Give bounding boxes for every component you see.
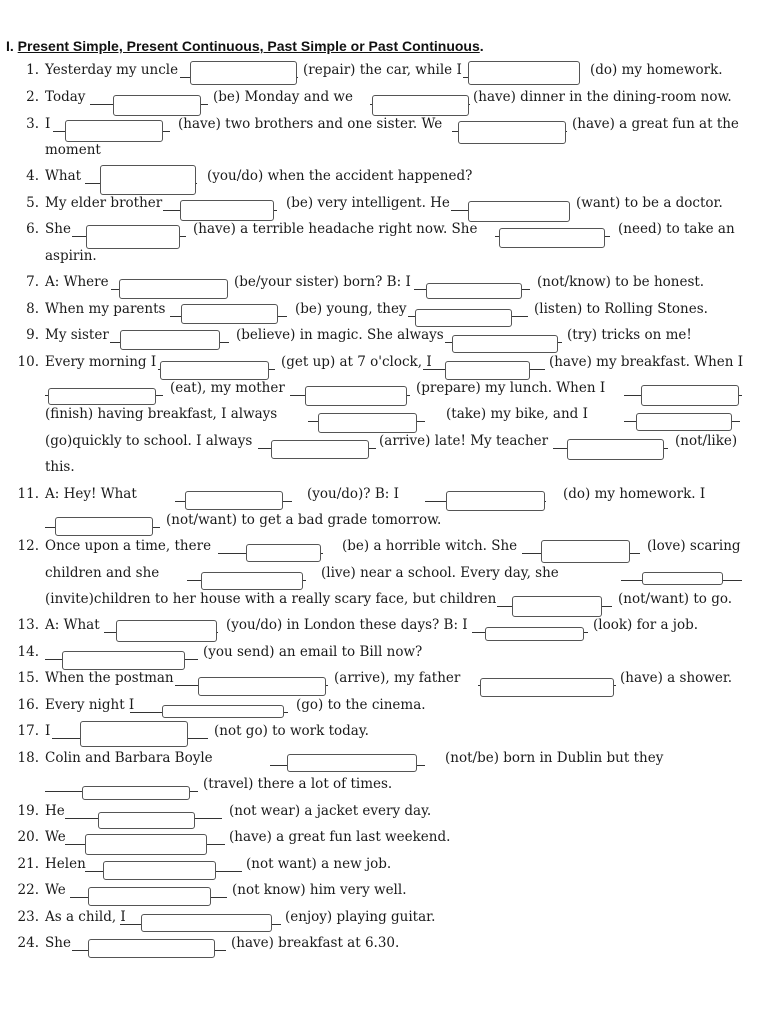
item-number: 17.	[17, 723, 39, 739]
exercise-text: (have) a great fun last weekend.	[229, 829, 451, 845]
exercise-12-line-3	[0, 589, 768, 609]
exercise-text: My sister	[45, 327, 109, 343]
answer-box[interactable]	[185, 491, 283, 510]
exercise-text: Once upon a time, there	[45, 538, 212, 554]
item-number: 19.	[17, 803, 39, 819]
exercise-text: He	[45, 803, 65, 819]
exercise-text: (listen) to Rolling Stones.	[534, 301, 708, 317]
answer-box[interactable]	[103, 861, 216, 880]
exercise-10-line-5	[0, 457, 768, 477]
exercise-text: (need) to take an	[618, 221, 735, 237]
exercise-text: When my parents	[45, 301, 166, 317]
answer-box[interactable]	[88, 939, 215, 958]
exercise-text: Today	[45, 89, 86, 105]
item-number: 3.	[26, 116, 39, 132]
answer-box[interactable]	[190, 61, 297, 85]
exercise-text: Every morning I	[45, 354, 157, 370]
exercise-text: (be) Monday and we	[213, 89, 353, 105]
exercise-text: (finish) having breakfast, I always	[45, 406, 278, 422]
exercise-text: (be) very intelligent. He	[286, 195, 450, 211]
exercise-text: aspirin.	[45, 248, 97, 264]
item-number: 21.	[17, 856, 39, 872]
exercise-text: (eat), my mother	[170, 380, 285, 396]
item-number: 9.	[26, 327, 39, 343]
answer-box[interactable]	[201, 572, 303, 590]
answer-box[interactable]	[141, 914, 272, 932]
exercise-text: (go)quickly to school. I always	[45, 433, 253, 449]
exercise-text: A: Where	[45, 274, 109, 290]
exercise-10-line-1	[0, 352, 768, 372]
exercise-text: I	[45, 116, 51, 132]
exercise-text: (believe) in magic. She always	[236, 327, 444, 343]
answer-box[interactable]	[198, 677, 326, 696]
answer-box[interactable]	[642, 572, 723, 585]
exercise-text: (live) near a school. Every day, she	[321, 565, 559, 581]
answer-box[interactable]	[116, 620, 217, 642]
exercise-text: (travel) there a lot of times.	[203, 776, 393, 792]
exercise-text: My elder brother	[45, 195, 163, 211]
exercise-text: (get up) at 7 o'clock, I	[281, 354, 432, 370]
exercise-text: (be/your sister) born? B: I	[234, 274, 411, 290]
answer-box[interactable]	[113, 95, 201, 116]
answer-box[interactable]	[452, 335, 558, 353]
item-number: 4.	[26, 168, 39, 184]
exercise-9-line-1	[0, 325, 768, 345]
exercise-text: (have) breakfast at 6.30.	[231, 935, 400, 951]
answer-box[interactable]	[181, 304, 278, 324]
exercise-text: this.	[45, 459, 75, 475]
exercise-text: (not want) a new job.	[246, 856, 392, 872]
item-number: 5.	[26, 195, 39, 211]
exercise-text: (enjoy) playing guitar.	[285, 909, 436, 925]
answer-box[interactable]	[246, 544, 321, 562]
item-number: 7.	[26, 274, 39, 290]
item-number: 24.	[17, 935, 39, 951]
exercise-1-line-1	[0, 60, 768, 80]
exercise-text: Colin and Barbara Boyle	[45, 750, 213, 766]
exercise-5-line-1	[0, 193, 768, 213]
exercise-text: A: What	[45, 617, 100, 633]
answer-box[interactable]	[372, 95, 469, 116]
exercise-text: children and she	[45, 565, 160, 581]
item-number: 23.	[17, 909, 39, 925]
item-number: 11.	[17, 486, 39, 502]
exercise-text: (have) two brothers and one sister. We	[178, 116, 443, 132]
answer-box[interactable]	[468, 61, 580, 85]
answer-box[interactable]	[162, 705, 284, 718]
exercise-text: Every night I	[45, 697, 135, 713]
item-number: 13.	[17, 617, 39, 633]
exercise-6-line-2	[0, 246, 768, 266]
item-number: 16.	[17, 697, 39, 713]
answer-box[interactable]	[512, 596, 602, 617]
exercise-text: (not know) him very well.	[232, 882, 407, 898]
item-number: 22.	[17, 882, 39, 898]
worksheet-title	[6, 38, 484, 54]
answer-box[interactable]	[541, 540, 630, 563]
exercise-text: (not/want) to get a bad grade tomorrow.	[166, 512, 442, 528]
exercise-8-line-1	[0, 299, 768, 319]
exercise-text: (have) a shower.	[620, 670, 733, 686]
answer-box[interactable]	[85, 834, 207, 855]
exercise-text: (not/know) to be honest.	[537, 274, 705, 290]
exercise-text: She	[45, 935, 71, 951]
exercise-7-line-1	[0, 272, 768, 292]
exercise-text: We	[45, 829, 66, 845]
exercise-text: (have) a great fun at the	[572, 116, 739, 132]
answer-box[interactable]	[80, 721, 188, 747]
exercise-16-line-1	[0, 695, 768, 715]
exercise-text: A: Hey! What	[45, 486, 137, 502]
answer-box[interactable]	[305, 386, 407, 406]
exercise-text: (invite)children to her house with a really scary face, but children	[45, 591, 497, 607]
answer-box[interactable]	[82, 786, 190, 800]
exercise-text: (arrive) late! My teacher	[379, 433, 549, 449]
exercise-text: (prepare) my lunch. When I	[416, 380, 606, 396]
item-number: 1.	[26, 62, 39, 78]
answer-box[interactable]	[499, 228, 605, 248]
exercise-text: (do) my homework. I	[563, 486, 706, 502]
item-number: 15.	[17, 670, 39, 686]
exercise-text: (you send) an email to Bill now?	[203, 644, 423, 660]
title-period: .	[479, 38, 484, 54]
exercise-23-line-1	[0, 907, 768, 927]
exercise-text: moment	[45, 142, 101, 158]
exercise-text: (have) a terrible headache right now. She	[193, 221, 478, 237]
exercise-text: (try) tricks on me!	[567, 327, 692, 343]
answer-box[interactable]	[119, 279, 228, 299]
exercise-text: (be) young, they	[295, 301, 407, 317]
exercise-text: We	[45, 882, 66, 898]
exercise-text: (not wear) a jacket every day.	[229, 803, 432, 819]
answer-box[interactable]	[100, 165, 196, 195]
exercise-text: (repair) the car, while I	[303, 62, 462, 78]
exercise-3-line-2	[0, 140, 768, 160]
exercise-text: Yesterday my uncle	[45, 62, 179, 78]
item-number: 12.	[17, 538, 39, 554]
answer-box[interactable]	[180, 200, 274, 221]
exercise-text: (arrive), my father	[334, 670, 461, 686]
answer-box[interactable]	[318, 413, 417, 433]
item-number: 20.	[17, 829, 39, 845]
answer-box[interactable]	[641, 385, 739, 406]
exercise-text: When the postman	[45, 670, 174, 686]
answer-box[interactable]	[48, 388, 156, 405]
item-number: 10.	[17, 354, 39, 370]
exercise-text: (look) for a job.	[593, 617, 699, 633]
exercise-text: (want) to be a doctor.	[576, 195, 723, 211]
answer-box[interactable]	[636, 413, 732, 431]
answer-box[interactable]	[65, 120, 163, 142]
answer-box[interactable]	[88, 887, 211, 906]
answer-box[interactable]	[426, 283, 522, 299]
item-number: 6.	[26, 221, 39, 237]
exercise-text: I	[45, 723, 51, 739]
exercise-text: (you/do)? B: I	[307, 486, 399, 502]
exercise-text: Helen	[45, 856, 86, 872]
exercise-text: (have) dinner in the dining-room now.	[473, 89, 732, 105]
exercise-text: (have) my breakfast. When I	[549, 354, 744, 370]
exercise-text: (be) a horrible witch. She	[342, 538, 518, 554]
answer-box[interactable]	[287, 754, 417, 772]
exercise-15-line-1	[0, 668, 768, 688]
exercise-text: (take) my bike, and I	[446, 406, 588, 422]
exercise-text: (not go) to work today.	[214, 723, 369, 739]
exercise-11-line-1	[0, 484, 768, 504]
exercise-12-line-1	[0, 536, 768, 556]
exercise-text: (not/want) to go.	[618, 591, 733, 607]
exercise-text: (not/like)	[675, 433, 738, 449]
exercise-text: (not/be) born in Dublin but they	[445, 750, 664, 766]
item-number: 14.	[17, 644, 39, 660]
exercise-text: (do) my homework.	[590, 62, 723, 78]
item-number: 8.	[26, 301, 39, 317]
exercise-text: What	[45, 168, 82, 184]
answer-box[interactable]	[120, 330, 220, 350]
answer-box[interactable]	[485, 627, 584, 641]
exercise-text: (you/do) when the accident happened?	[207, 168, 473, 184]
answer-box[interactable]	[446, 491, 545, 511]
title-text: Present Simple, Present Continuous, Past Simple or Past Continuous	[17, 38, 480, 54]
title-numeral: I.	[6, 38, 14, 54]
exercise-text: (you/do) in London these days? B: I	[226, 617, 468, 633]
exercise-text: As a child, I	[45, 909, 126, 925]
exercise-text: (love) scaring	[647, 538, 741, 554]
answer-box[interactable]	[55, 517, 153, 536]
exercise-text: She	[45, 221, 71, 237]
item-number: 18.	[17, 750, 39, 766]
exercise-text: (go) to the cinema.	[296, 697, 426, 713]
item-number: 2.	[26, 89, 39, 105]
